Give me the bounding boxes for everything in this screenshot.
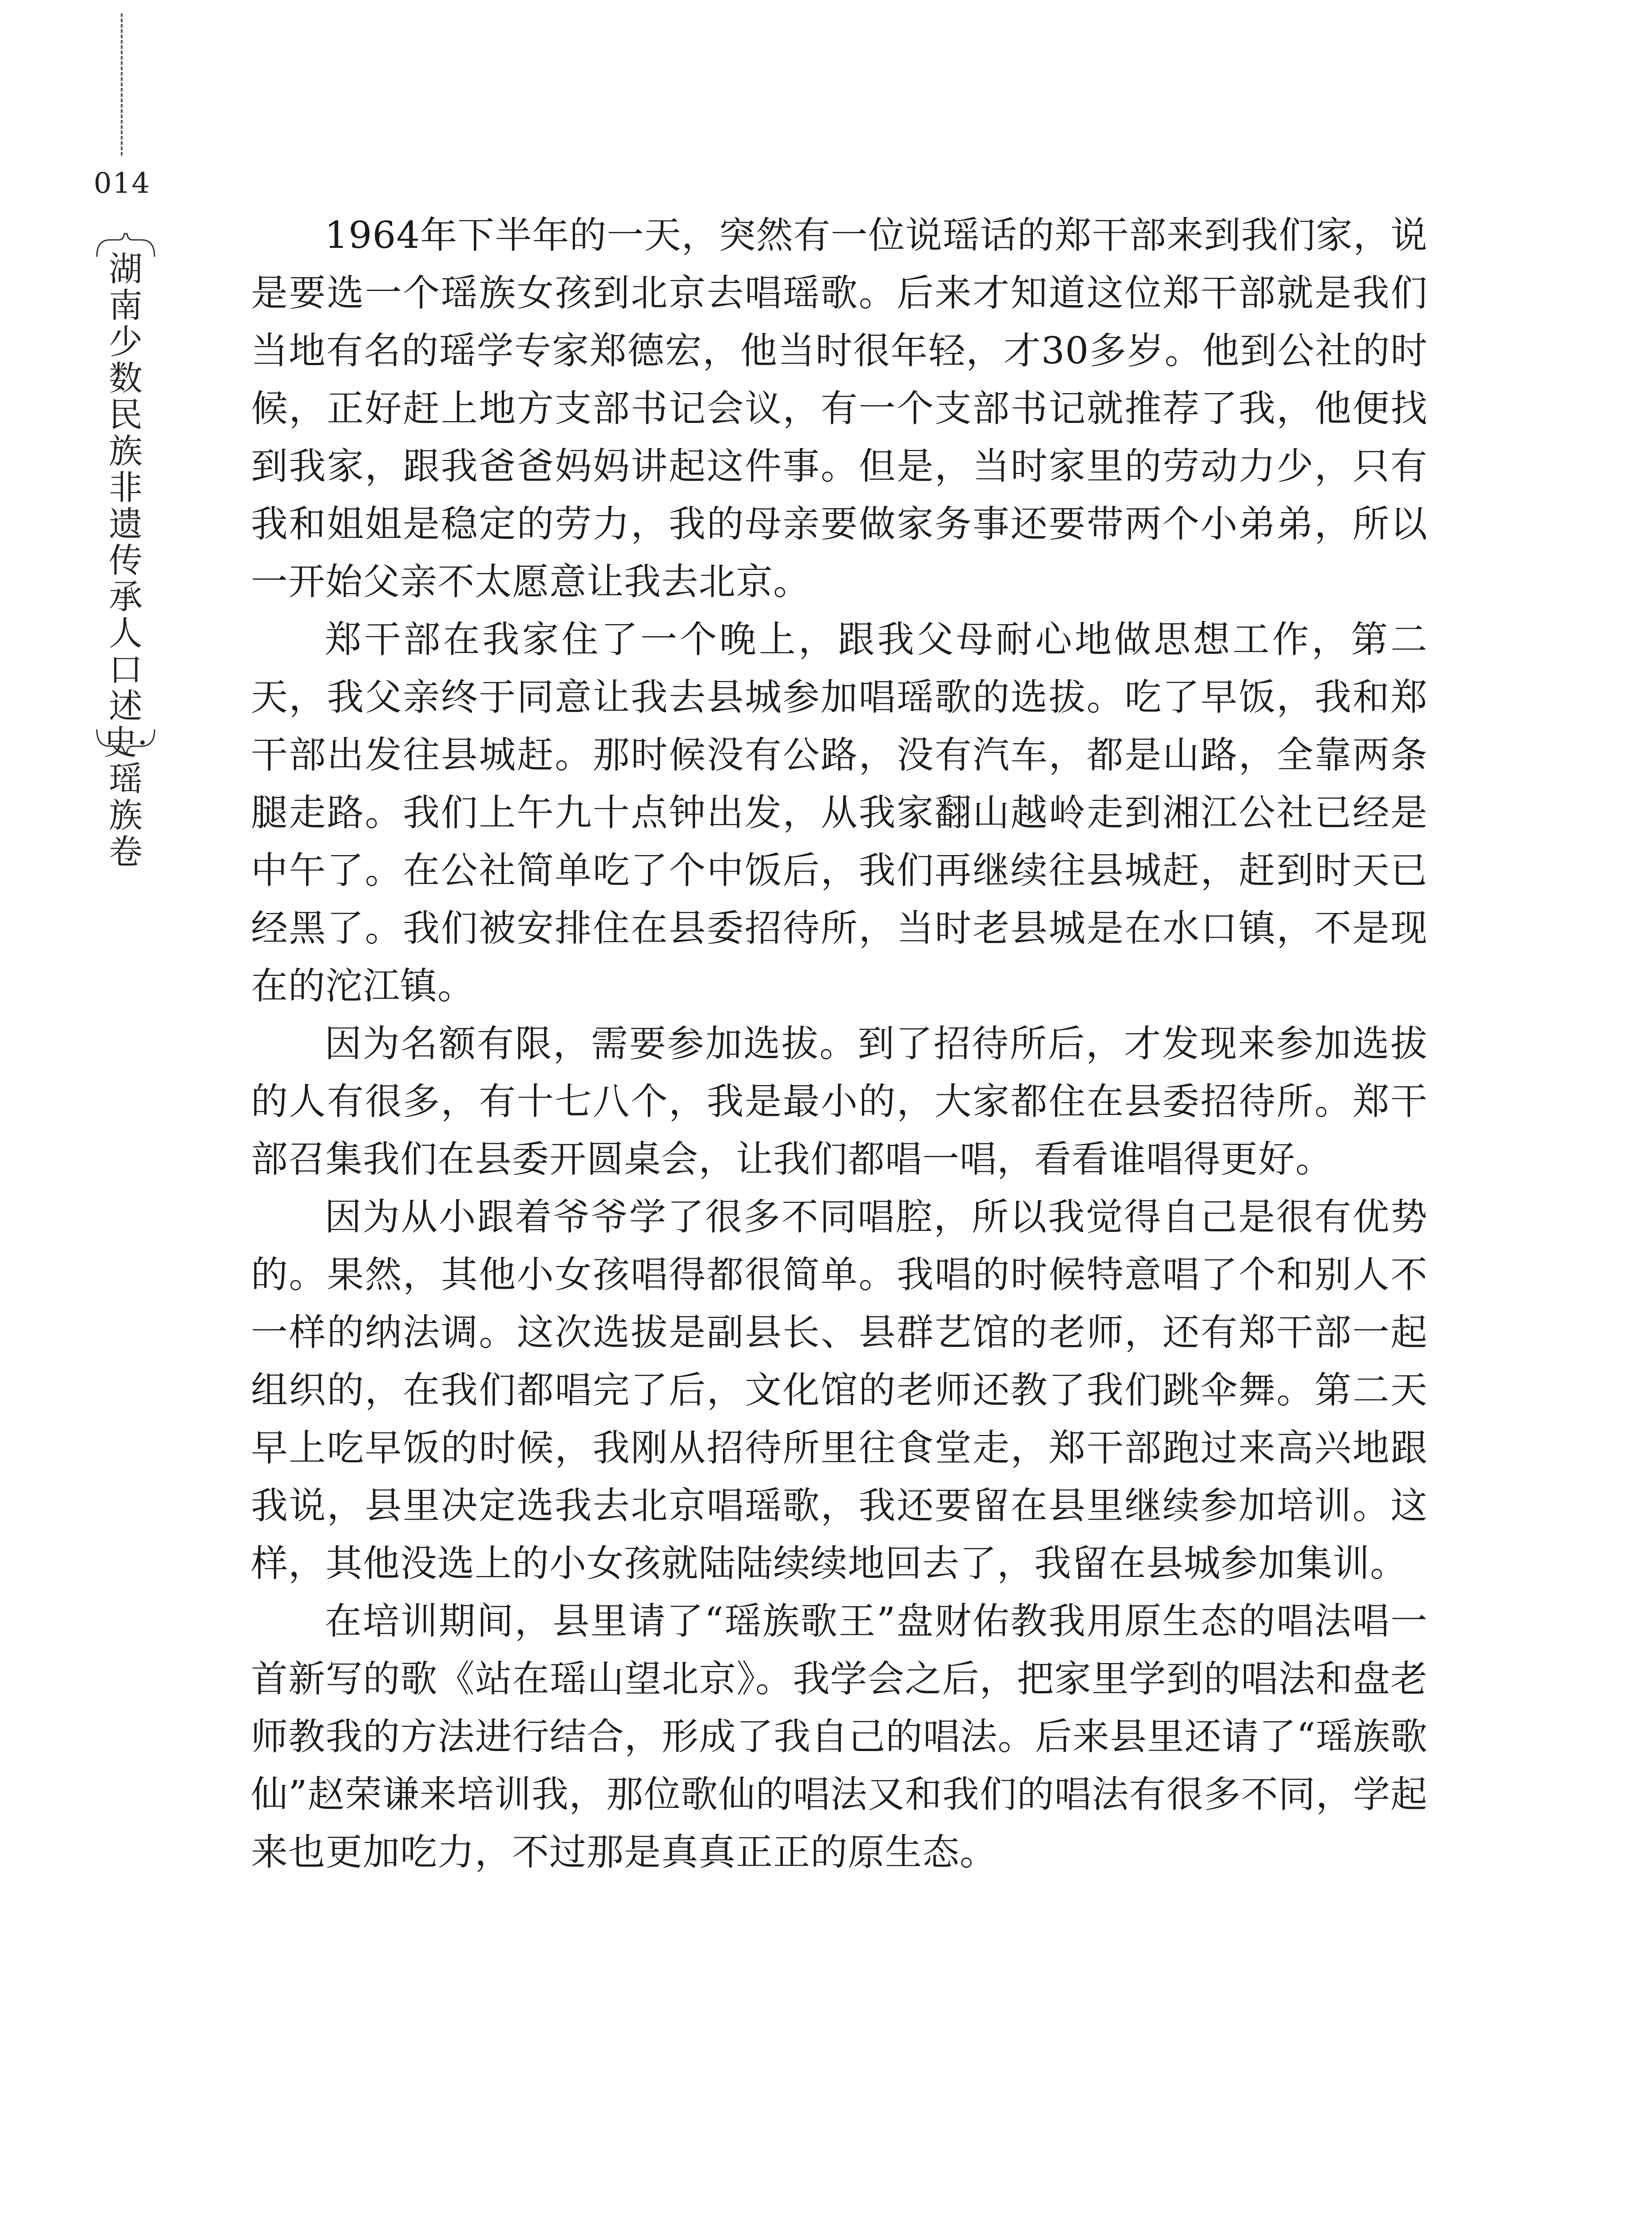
paragraph: 郑干部在我家住了一个晚上，跟我父母耐心地做思想工作，第二天，我父亲终于同意让我去县城参加唱瑶歌的选拔。吃了早饭，我和郑干部出发往县城赶。那时候没有公路，没有汽车，都是山路，全靠两条腿走路。我们上午九十点钟出发，从我家翻山越岭走到湘江公社已经是中午了。在公社简单吃了个中饭后，我们再继续往县城赶，赶到时天已经黑了。我们被安排住在县委招待所，当时老县城是在水口镇，不是现在的沱江镇。: [251, 618, 1428, 1007]
paragraph: 因为从小跟着爷爷学了很多不同唱腔，所以我觉得自己是很有优势的。果然，其他小女孩唱得都很简单。我唱的时候特意唱了个和别人不一样的纳法调。这次选拔是副县长、县群艺馆的老师，还有郑干部一起组织的，在我们都唱完了后，文化馆的老师还教了我们跳伞舞。第二天早上吃早饭的时候，我刚从招待所里往食堂走，郑干部跑过来高兴地跟我说，县里决定选我去北京唱瑶歌，我还要留在县里继续参加培训。这样，其他没选上的小女孩就陆陆续续地回去了，我留在县城参加集训。: [251, 1195, 1428, 1585]
paragraph: 在培训期间，县里请了“瑶族歌王”盘财佑教我用原生态的唱法唱一首新写的歌《站在瑶山望北京》。我学会之后，把家里学到的唱法和盘老师教我的方法进行结合，形成了我自己的唱法。后来县里还请了“瑶族歌仙”赵荣谦来培训我，那位歌仙的唱法又和我们的唱法有很多不同，学起来也更加吃力，不过那是真真正正的原生态。: [251, 1600, 1428, 1874]
title-bracket-bottom: [92, 728, 159, 755]
paragraph: 1964年下半年的一天，突然有一位说瑶话的郑干部来到我们家，说是要选一个瑶族女孩到北京去唱瑶歌。后来才知道这位郑干部就是我们当地有名的瑶学专家郑德宏，他当时很年轻，才30多岁。他到公社的时候，正好赶上地方支部书记会议，有一个支部书记就推荐了我，他便找到我家，跟我爸爸妈妈讲起这件事。但是，当时家里的劳动力少，只有我和姐姐是稳定的劳力，我的母亲要做家务事还要带两个小弟弟，所以一开始父亲不太愿意让我去北京。: [251, 214, 1428, 603]
body-text: [251, 207, 1428, 1881]
page-number: 014: [93, 167, 151, 200]
series-title-vertical: [101, 249, 150, 872]
margin-dashed-rule: [121, 13, 123, 155]
series-title-text: 湖南少数民族非遗传承人口述史·瑶族卷: [103, 249, 148, 872]
paragraph: 因为名额有限，需要参加选拔。到了招待所后，才发现来参加选拔的人有很多，有十七八个，我是最小的，大家都住在县委招待所。郑干部召集我们在县委开圆桌会，让我们都唱一唱，看看谁唱得更好。: [251, 1022, 1428, 1181]
